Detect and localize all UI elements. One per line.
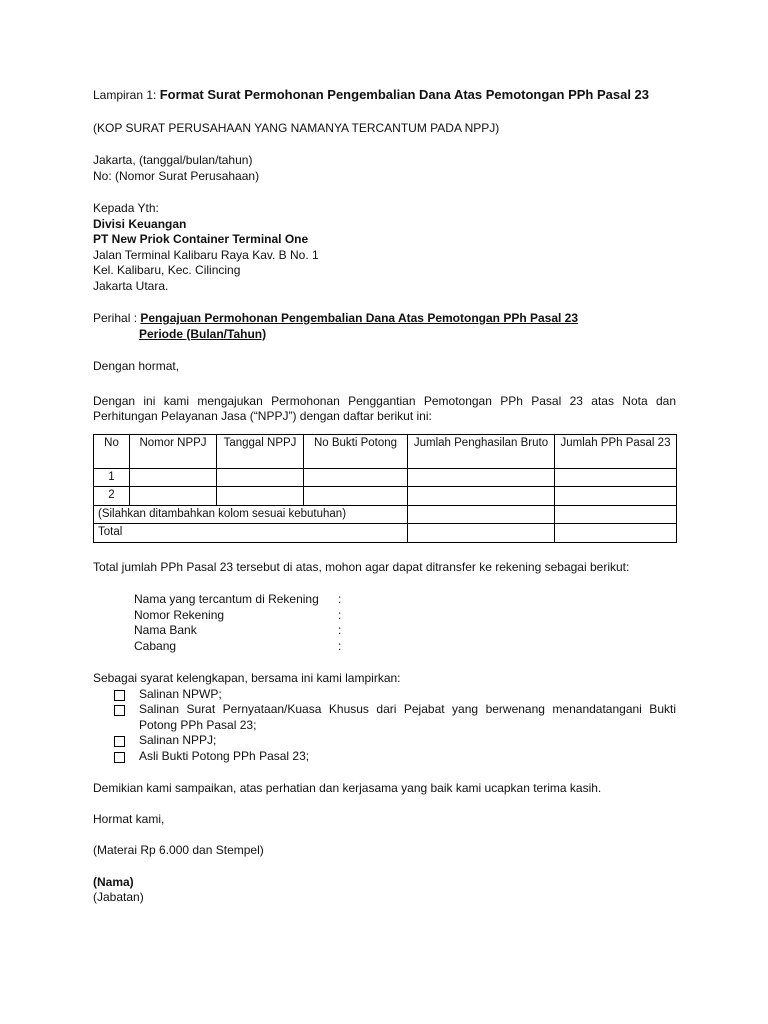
perihal-subject: Pengajuan Permohonan Pengembalian Dana Atas Pemotongan PPh Pasal 23 xyxy=(140,311,579,325)
table-total-row xyxy=(94,524,677,543)
attachment-text-multiline xyxy=(139,702,676,733)
recipient-greeting: Kepada Yth: xyxy=(93,201,159,215)
col-header-jumlah-pph: Jumlah PPh Pasal 23 xyxy=(555,434,677,468)
table-note: (Silahkan ditambahkan kolom sesuai kebutuhan) xyxy=(94,505,408,524)
bank-label: Cabang xyxy=(134,638,177,653)
table-cell xyxy=(130,487,217,506)
closing-text: Demikian kami sampaikan, atas perhatian dan kerjasama yang baik kami ucapkan terima kasih. xyxy=(93,781,602,795)
recipient-address-1: Jalan Terminal Kalibaru Raya Kav. B No. 1 xyxy=(93,247,319,262)
attachment-item xyxy=(93,702,676,733)
recipient-address-3: Jakarta Utara. xyxy=(93,278,169,293)
checkbox-icon[interactable] xyxy=(114,690,125,701)
bank-row-account-name xyxy=(134,592,676,608)
attachment-text-line-1: Salinan Surat Pernyataan/Kuasa Khusus dari Pejabat yang berwenang menandatangani Bukti xyxy=(139,702,676,716)
table-cell xyxy=(555,487,677,506)
bank-row-branch xyxy=(134,639,676,655)
perihal-line-2 xyxy=(93,327,676,343)
recipient-company: PT New Priok Container Terminal One xyxy=(93,232,309,246)
table-total-label: Total xyxy=(94,524,408,543)
table-cell xyxy=(408,524,555,543)
perihal-label: Perihal : xyxy=(93,311,141,325)
nppj-table xyxy=(93,434,677,543)
perihal-line-1 xyxy=(93,311,676,327)
header-prefix: Lampiran 1: xyxy=(93,88,160,102)
kop-placeholder: (KOP SURAT PERUSAHAAN YANG NAMANYA TERCANTUM PADA NPPJ) xyxy=(93,120,500,135)
table-cell xyxy=(555,524,677,543)
attachment-item xyxy=(93,733,676,749)
table-header-row xyxy=(94,434,677,468)
table-note-row xyxy=(94,505,677,524)
attachment-item xyxy=(93,687,676,703)
document-title: Format Surat Permohonan Pengembalian Dana Atas Pemotongan PPh Pasal 23 xyxy=(159,87,650,102)
signer-name: (Nama) xyxy=(93,874,134,889)
checkbox-icon[interactable] xyxy=(114,736,125,747)
col-header-jumlah-bruto: Jumlah Penghasilan Bruto xyxy=(408,434,555,468)
place-date: Jakarta, (tanggal/bulan/tahun) xyxy=(93,153,253,167)
table-cell xyxy=(555,505,677,524)
attachment-text-line-2: Potong PPh Pasal 23; xyxy=(139,717,257,732)
letter-number: No: (Nomor Surat Perusahaan) xyxy=(93,168,260,183)
regards: Hormat kami, xyxy=(93,811,165,826)
table-cell xyxy=(304,487,408,506)
intro-line-2: Perhitungan Pelayanan Jasa (“NPPJ”) dengan daftar berikut ini: xyxy=(93,409,432,423)
table-row xyxy=(94,487,677,506)
row-number-2: 2 xyxy=(94,487,130,506)
col-header-tanggal-nppj: Tanggal NPPJ xyxy=(217,434,304,468)
intro-line-1: Dengan ini kami mengajukan Permohonan Penggantian Pemotongan PPh Pasal 23 atas Nota dan xyxy=(93,393,676,408)
row-number-1: 1 xyxy=(94,468,130,487)
bank-row-bank-name xyxy=(134,623,676,639)
table-cell xyxy=(304,468,408,487)
salutation: Dengan hormat, xyxy=(93,359,180,373)
bank-separator: : xyxy=(338,607,342,622)
attachments-intro: Sebagai syarat kelengkapan, bersama ini kami lampirkan: xyxy=(93,671,401,685)
bank-label: Nama yang tercantum di Rekening xyxy=(134,592,319,606)
stamp-note: (Materai Rp 6.000 dan Stempel) xyxy=(93,843,264,857)
col-header-nomor-nppj: Nomor NPPJ xyxy=(130,434,217,468)
table-cell xyxy=(130,468,217,487)
table-cell xyxy=(408,505,555,524)
bank-row-account-number xyxy=(134,608,676,624)
transfer-text: Total jumlah PPh Pasal 23 tersebut di atas, mohon agar dapat ditransfer ke rekening sebagai berikut: xyxy=(93,559,630,574)
checkbox-icon[interactable] xyxy=(114,705,125,716)
bank-label: Nama Bank xyxy=(134,623,197,637)
document-header xyxy=(93,87,676,104)
attachment-item xyxy=(93,749,676,765)
attachment-text: Asli Bukti Potong PPh Pasal 23; xyxy=(139,748,310,763)
attachment-text: Salinan NPPJ; xyxy=(139,733,217,747)
table-row xyxy=(94,468,677,487)
bank-separator: : xyxy=(338,623,342,637)
signer-position: (Jabatan) xyxy=(93,890,144,904)
bank-label: Nomor Rekening xyxy=(134,607,225,622)
recipient-division: Divisi Keuangan xyxy=(93,216,187,231)
table-cell xyxy=(217,487,304,506)
table-cell xyxy=(555,468,677,487)
checkbox-icon[interactable] xyxy=(114,752,125,763)
table-cell xyxy=(408,487,555,506)
bank-details xyxy=(134,592,676,654)
perihal-period: Periode (Bulan/Tahun) xyxy=(139,326,267,341)
attachment-text: Salinan NPWP; xyxy=(139,686,222,701)
col-header-no-bukti-potong: No Bukti Potong xyxy=(304,434,408,468)
letter-body xyxy=(93,87,676,906)
bank-separator: : xyxy=(338,592,342,606)
col-header-no: No xyxy=(94,434,130,468)
table-cell xyxy=(217,468,304,487)
recipient-address-2: Kel. Kalibaru, Kec. Cilincing xyxy=(93,263,241,277)
bank-separator: : xyxy=(338,638,342,653)
table-cell xyxy=(408,468,555,487)
